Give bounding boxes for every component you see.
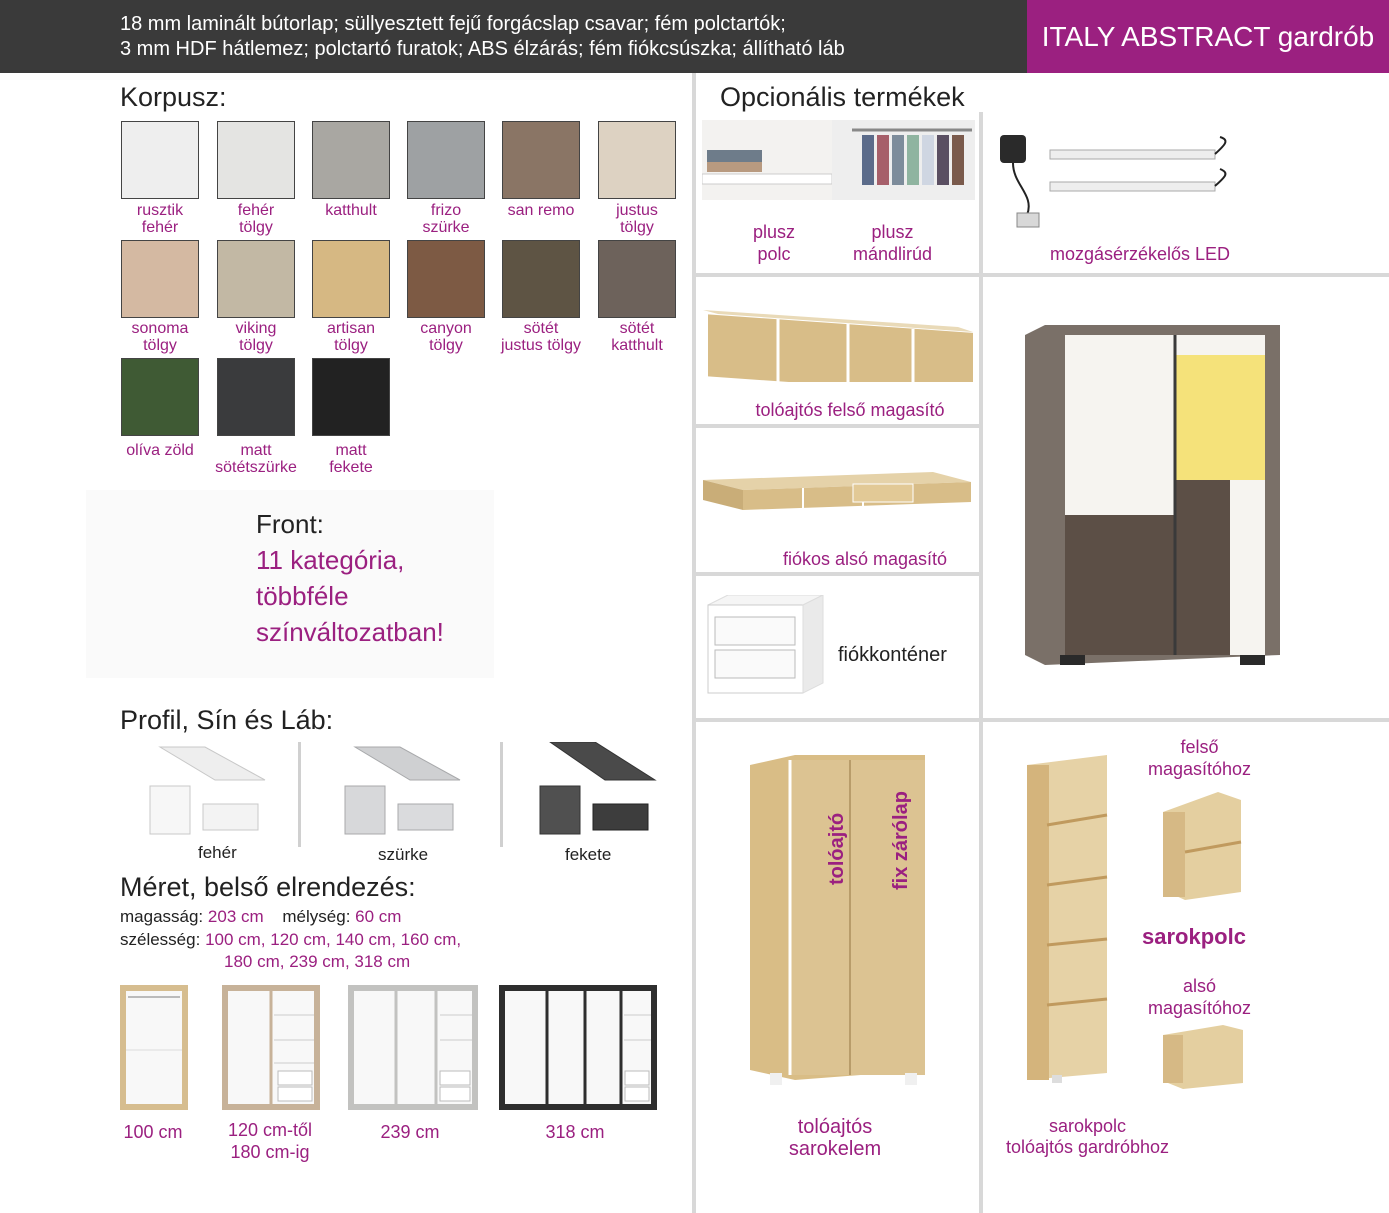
- swatch-label-7: [201, 320, 311, 354]
- swatch-3: [407, 121, 485, 199]
- divider-h3: [694, 572, 981, 576]
- swatch-label-8: [296, 320, 406, 354]
- front-line-1: 11 kategória,: [256, 545, 405, 575]
- corner-element-line-1: tolóajtós: [797, 1116, 873, 1138]
- upper-extension-label: [1137, 736, 1262, 780]
- door-label: tolóajtó: [826, 812, 848, 885]
- door-label-container: [826, 775, 854, 885]
- upper-line-1: felső: [1180, 737, 1219, 757]
- profil-label-grey: szürke: [378, 845, 429, 864]
- plus-rod-line-1: plusz: [871, 222, 914, 242]
- swatch-label-line-1: rusztik: [136, 202, 184, 219]
- swatch-8: [312, 240, 390, 318]
- divider-h4: [694, 718, 1389, 722]
- swatch-label-line-2: tölgy: [239, 219, 273, 236]
- wardrobe-318-image: [499, 985, 657, 1110]
- swatch-label-line-1: olíva zöld: [126, 442, 194, 459]
- plus-rod-line-2: mándlirúd: [852, 244, 933, 264]
- swatch-label-9: [391, 320, 501, 354]
- swatch-label-12: [105, 442, 215, 459]
- front-block: [256, 506, 444, 650]
- swatch-label-line-2: tölgy: [143, 337, 177, 354]
- meret-specs: [120, 906, 461, 974]
- size-label-120: 120 cm-től: [227, 1120, 313, 1140]
- wardrobe-main-image: [1025, 325, 1285, 670]
- profil-grey-image: [340, 742, 465, 837]
- swatch-label-5: [582, 202, 692, 236]
- top-extension-label: tolóajtós felső magasító: [755, 400, 945, 420]
- led-kit-image: [995, 125, 1235, 240]
- swatch-label-line-1: san remo: [507, 202, 575, 219]
- divider-bottom-right: [979, 720, 983, 1213]
- drawer-extension-image: [703, 470, 973, 515]
- top-extension-image: [703, 302, 973, 382]
- swatch-label-line-1: sötét: [523, 320, 559, 337]
- profil-black-image: [535, 742, 660, 837]
- swatch-11: [598, 240, 676, 318]
- shelf-rod-image: [702, 120, 975, 200]
- profil-label-black: fekete: [565, 845, 612, 864]
- drawer-container-label: fiókkonténer: [838, 644, 947, 666]
- size-label-180: 180 cm-ig: [230, 1142, 310, 1162]
- corner-shelf-image: [1022, 755, 1114, 1085]
- led-label: mozgásérzékelős LED: [1049, 244, 1231, 264]
- swatch-label-line-2: tölgy: [334, 337, 368, 354]
- divider-h1: [694, 273, 1389, 277]
- width-label: szélesség:: [120, 929, 201, 949]
- meret-title: Méret, belső elrendezés:: [120, 872, 416, 902]
- corner-element-label: [755, 1116, 915, 1160]
- lower-extension-label: [1137, 975, 1262, 1019]
- width-values-1: 100 cm, 120 cm, 140 cm, 160 cm,: [205, 929, 462, 949]
- swatch-label-line-1: artisan: [326, 320, 376, 337]
- swatch-14: [312, 358, 390, 436]
- wardrobe-100-image: [120, 985, 188, 1110]
- width-values-2: 180 cm, 239 cm, 318 cm: [224, 952, 411, 971]
- swatch-10: [502, 240, 580, 318]
- divider-mid-right: [979, 275, 983, 720]
- upper-corner-shelf-image: [1163, 792, 1243, 902]
- swatch-4: [502, 121, 580, 199]
- front-title: Front:: [256, 509, 324, 539]
- swatch-label-10: [486, 320, 596, 354]
- swatch-label-line-1: katthult: [325, 202, 377, 219]
- front-line-2: többféle: [256, 581, 349, 611]
- swatch-label-line-1: matt: [240, 442, 272, 459]
- meret-row-2: [120, 929, 461, 952]
- plus-shelf-line-2: polc: [757, 244, 791, 264]
- swatch-7: [217, 240, 295, 318]
- corner-shelf-title: sarokpolc: [1142, 924, 1246, 949]
- swatch-5: [598, 121, 676, 199]
- swatch-label-3: [391, 202, 501, 236]
- profil-title: Profil, Sín és Láb:: [120, 705, 334, 735]
- height-value: 203 cm: [207, 907, 264, 926]
- swatch-label-1: [201, 202, 311, 236]
- meret-row-3: [120, 951, 461, 974]
- swatch-13: [217, 358, 295, 436]
- corner-shelf-for-label: [985, 1116, 1190, 1158]
- size-label-100: 100 cm: [123, 1122, 183, 1142]
- divider-top-right: [979, 112, 983, 275]
- corner-shelf-for-line-2: tolóajtós gardróbhoz: [1005, 1137, 1170, 1157]
- swatch-label-line-2: katthult: [611, 337, 663, 354]
- fixed-panel-label-container: [890, 775, 918, 890]
- wardrobe-239-image: [348, 985, 478, 1110]
- swatch-label-line-1: fehér: [237, 202, 275, 219]
- swatch-label-line-2: fehér: [141, 219, 179, 236]
- wardrobe-120-180-image: [222, 985, 320, 1110]
- plus-shelf-line-1: plusz: [752, 222, 796, 242]
- depth-label: mélység:: [282, 907, 351, 926]
- swatch-label-line-2: szürke: [422, 219, 470, 236]
- fixed-panel-label: fix zárólap: [890, 791, 912, 890]
- swatch-label-0: [105, 202, 215, 236]
- swatch-label-line-2: tölgy: [620, 219, 654, 236]
- profil-white-image: [145, 742, 270, 837]
- size-label-239: 239 cm: [380, 1122, 440, 1142]
- plus-shelf-label: [735, 221, 813, 265]
- swatch-12: [121, 358, 199, 436]
- swatch-6: [121, 240, 199, 318]
- front-line-3: színváltozatban!: [256, 617, 444, 647]
- swatch-label-line-2: justus tölgy: [500, 337, 582, 354]
- swatch-label-line-1: sonoma: [131, 320, 189, 337]
- swatch-label-line-1: matt: [335, 442, 367, 459]
- size-label-318: 318 cm: [545, 1122, 605, 1142]
- depth-value: 60 cm: [355, 907, 402, 926]
- swatch-label-4: [486, 202, 596, 219]
- size-label-120-180: [210, 1119, 330, 1163]
- specs-line-2: 3 mm HDF hátlemez; polctartó furatok; ABS élzárás; fém fiókcsúszka; állítható láb: [120, 38, 845, 60]
- lower-corner-shelf-image: [1163, 1025, 1245, 1090]
- swatch-label-line-1: justus: [616, 202, 658, 219]
- upper-line-2: magasítóhoz: [1147, 759, 1252, 779]
- lower-line-2: magasítóhoz: [1147, 998, 1252, 1018]
- swatch-label-11: [582, 320, 692, 354]
- divider-main-vertical: [692, 73, 696, 1213]
- specs-line-1: 18 mm laminált bútorlap; süllyesztett fejű forgácslap csavar; fém polctartók;: [120, 13, 786, 35]
- corner-element-line-2: sarokelem: [788, 1138, 882, 1160]
- swatch-label-line-2: sötétszürke: [215, 459, 297, 476]
- swatch-label-line-2: fekete: [329, 459, 373, 476]
- swatch-label-line-1: canyon: [420, 320, 472, 337]
- swatch-label-2: [296, 202, 406, 219]
- swatch-label-6: [105, 320, 215, 354]
- korpusz-title: Korpusz:: [120, 82, 227, 112]
- drawer-container-image: [703, 595, 828, 695]
- optional-title: Opcionális termékek: [720, 82, 965, 112]
- header-specs: [120, 12, 845, 62]
- product-title: ITALY ABSTRACT gardrób: [1027, 0, 1389, 73]
- swatch-label-line-2: tölgy: [239, 337, 273, 354]
- plus-rod-label: [835, 221, 950, 265]
- swatch-0: [121, 121, 199, 199]
- corner-shelf-for-line-1: sarokpolc: [1048, 1116, 1127, 1136]
- swatch-2: [312, 121, 390, 199]
- lower-line-1: alsó: [1182, 976, 1217, 996]
- swatch-label-line-1: sötét: [619, 320, 655, 337]
- swatch-9: [407, 240, 485, 318]
- height-label: magasság:: [120, 907, 204, 926]
- swatch-label-line-2: tölgy: [429, 337, 463, 354]
- swatch-label-13: [201, 442, 311, 476]
- drawer-extension-label: fiókos alsó magasító: [782, 549, 948, 569]
- meret-row-1: [120, 906, 461, 929]
- profil-divider-2: [500, 742, 503, 847]
- swatch-label-line-1: viking: [235, 320, 277, 337]
- swatch-1: [217, 121, 295, 199]
- swatch-label-14: [296, 442, 406, 476]
- profil-divider-1: [298, 742, 301, 847]
- swatch-label-line-1: frizo: [430, 202, 462, 219]
- profil-label-white: fehér: [198, 843, 237, 862]
- divider-h2: [694, 424, 981, 428]
